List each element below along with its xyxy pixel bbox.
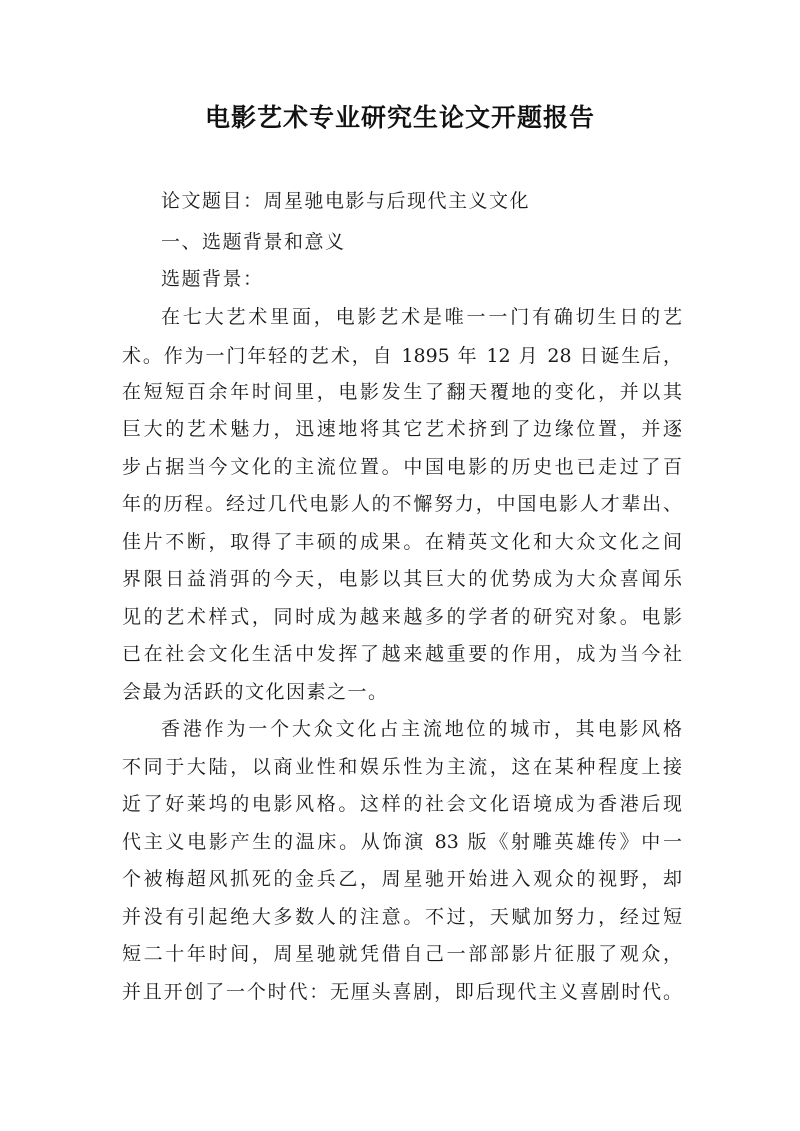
paragraph-line: 巨大的艺术魅力，迅速地将其它艺术挤到了边缘位置，并逐: [122, 418, 682, 440]
subsection-label: 选题背景：: [161, 268, 264, 290]
paragraph-line: 在七大艺术里面，电影艺术是唯一一门有确切生日的艺: [161, 306, 682, 328]
paragraph-line: 短二十年时间，周星驰就凭借自己一部部影片征服了观众，: [122, 943, 682, 965]
paragraph-line: 佳片不断，取得了丰硕的成果。在精英文化和大众文化之间: [122, 531, 682, 553]
paragraph-line: 不同于大陆，以商业性和娱乐性为主流，这在某种程度上接: [122, 756, 682, 778]
paragraph-line: 术。作为一门年轻的艺术，自 1895 年 12 月 28 日诞生后，: [122, 345, 682, 367]
paragraph-line: 并没有引起绝大多数人的注意。不过，天赋加努力，经过短: [122, 906, 682, 928]
paragraph-line: 近了好莱坞的电影风格。这样的社会文化语境成为香港后现: [122, 793, 682, 815]
paragraph-line: 见的艺术样式，同时成为越来越多的学者的研究对象。电影: [122, 606, 682, 628]
paragraph-line: 在短短百余年时间里，电影发生了翻天覆地的变化，并以其: [122, 381, 682, 403]
paragraph-line: 年的历程。经过几代电影人的不懈努力，中国电影人才辈出、: [122, 493, 682, 515]
paragraph-line: 会最为活跃的文化因素之一。: [122, 681, 389, 703]
paragraph-line: 代主义电影产生的温床。从饰演 83 版《射雕英雄传》中一: [122, 831, 682, 853]
paragraph-line: 步占据当今文化的主流位置。中国电影的历史也已走过了百: [122, 456, 682, 478]
paragraph-line: 并且开创了一个时代：无厘头喜剧，即后现代主义喜剧时代。: [122, 981, 682, 1003]
paragraph-line: 香港作为一个大众文化占主流地位的城市，其电影风格: [161, 718, 682, 740]
paragraph-line: 已在社会文化生活中发挥了越来越重要的作用，成为当今社: [122, 643, 682, 665]
paragraph-line: 个被梅超风抓死的金兵乙，周星驰开始进入观众的视野，却: [122, 868, 682, 890]
section-heading: 一、选题背景和意义: [161, 231, 346, 253]
paragraph-line: 界限日益消弭的今天，电影以其巨大的优势成为大众喜闻乐: [122, 568, 682, 590]
thesis-topic-line: 论文题目：周星驰电影与后现代主义文化: [161, 190, 531, 212]
document-title: 电影艺术专业研究生论文开题报告: [204, 103, 595, 132]
